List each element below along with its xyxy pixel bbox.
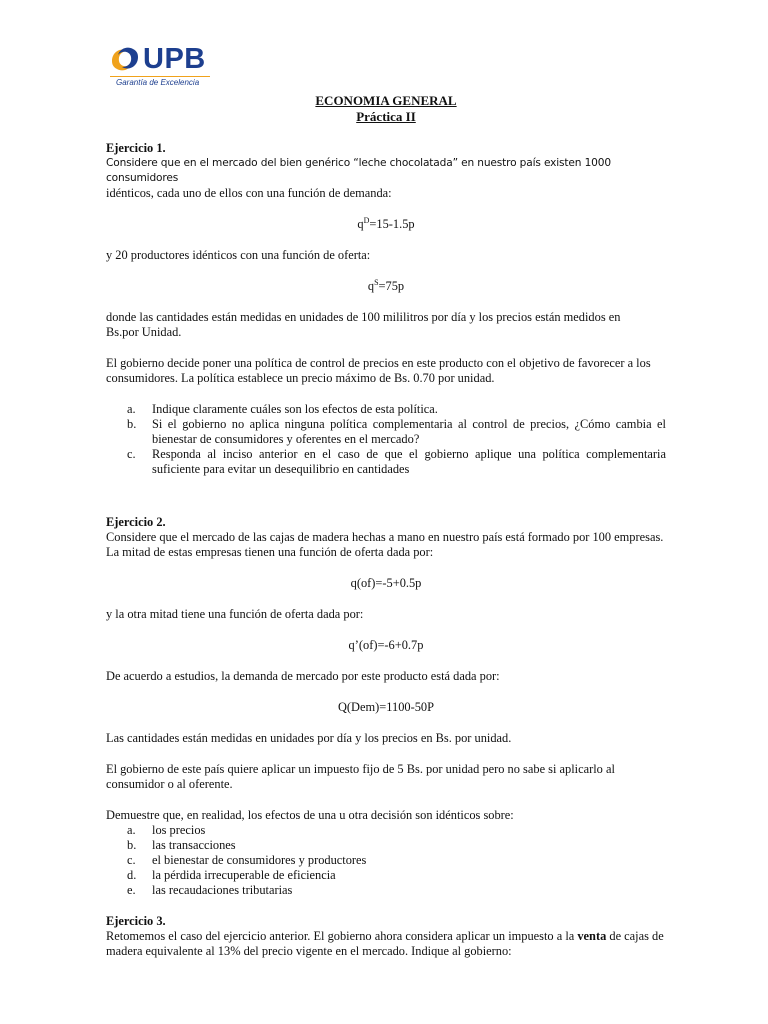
document-body [106,93,666,959]
exercise-1-policy: El gobierno decide poner una política de control de precios en este producto con el objetivo de favorecer a los consumidores. La política establece un precio máximo de Bs. 0.70 por unidad. [106,356,651,385]
upb-swirl-icon [108,43,142,75]
list-item: a. Indique claramente cuáles son los efectos de esta política. [127,402,438,416]
emphasis-venta: venta [577,929,607,943]
list-item: b. las transacciones [127,838,236,852]
upb-logo-text: UPB [143,43,206,75]
document-title: ECONOMIA GENERAL [315,93,457,108]
exercise-1-questions [106,402,666,477]
exercise-2-heading: Ejercicio 2. [106,515,166,529]
list-item: e. las recaudaciones tributarias [127,883,293,897]
exercise-3-heading: Ejercicio 3. [106,914,166,928]
exercise-1-intro-line2: idénticos, cada uno de ellos con una función de demanda: [106,186,392,200]
exercise-1-heading: Ejercicio 1. [106,141,166,155]
exercise-2-tax: El gobierno de este país quiere aplicar un impuesto fijo de 5 Bs. por unidad pero no sabe si aplicarlo al consumidor o al oferente. [106,762,615,791]
upb-logo [108,43,213,89]
demand-equation: $q^D=15-1.5p$ [357,215,415,231]
logo-underline [110,76,210,77]
list-item: a. los precios [127,823,206,837]
list-item: c. Responda al inciso anterior en el caso de que el gobierno aplique una política complementaria suficiente para evitar un desequilibrio en cantidades [127,447,666,476]
list-item: c. el bienestar de consumidores y productores [127,853,367,867]
supply-intro: y 20 productores idénticos con una función de oferta: [106,248,371,262]
logo-tagline: Garantía de Excelencia [116,78,200,87]
supply-equation-second-half: q’(of)=-6+0.7p [348,638,424,652]
document-subtitle: Práctica II [356,109,416,124]
exercise-1-intro-line1: Considere que en el mercado del bien genérico “leche chocolatada” en nuestro país existen 1000 consumidores [106,157,611,184]
exercise-1-units: donde las cantidades están medidas en unidades de 100 mililitros por día y los precios están medidos en Bs.por Unidad. [106,310,621,339]
exercise-3-text: Retomemos el caso del ejercicio anterior. El gobierno ahora considera aplicar un impuesto a la venta de cajas de madera equivalente al 13% del precio vigente en el mercado. Indique al gobierno: [106,929,664,958]
list-item: b. Si el gobierno no aplica ninguna política complementaria al control de precios, ¿Cómo cambia el bienestar de consumidores y oferentes en el mercado? [127,417,666,446]
exercise-2-other-half: y la otra mitad tiene una función de oferta dada por: [106,607,364,621]
exercise-2-units: Las cantidades están medidas en unidades por día y los precios en Bs. por unidad. [106,731,512,745]
exercise-2-demonstrate: Demuestre que, en realidad, los efectos de una u otra decisión son idénticos sobre: [106,808,514,822]
list-item: d. la pérdida irrecuperable de eficiencia [127,868,336,882]
exercise-2-items [106,823,666,898]
exercise-2-intro: Considere que el mercado de las cajas de madera hechas a mano en nuestro país está formado por 100 empresas. La mitad de estas empresas tienen una función de oferta dada por: [106,530,664,559]
market-demand-equation: Q(Dem)=1100-50P [337,700,434,714]
exercise-2-demand-intro: De acuerdo a estudios, la demanda de mercado por este producto está dada por: [106,669,500,683]
supply-equation: $q^S=75p$ [367,277,405,293]
supply-equation-first-half: q(of)=-5+0.5p [350,576,422,590]
